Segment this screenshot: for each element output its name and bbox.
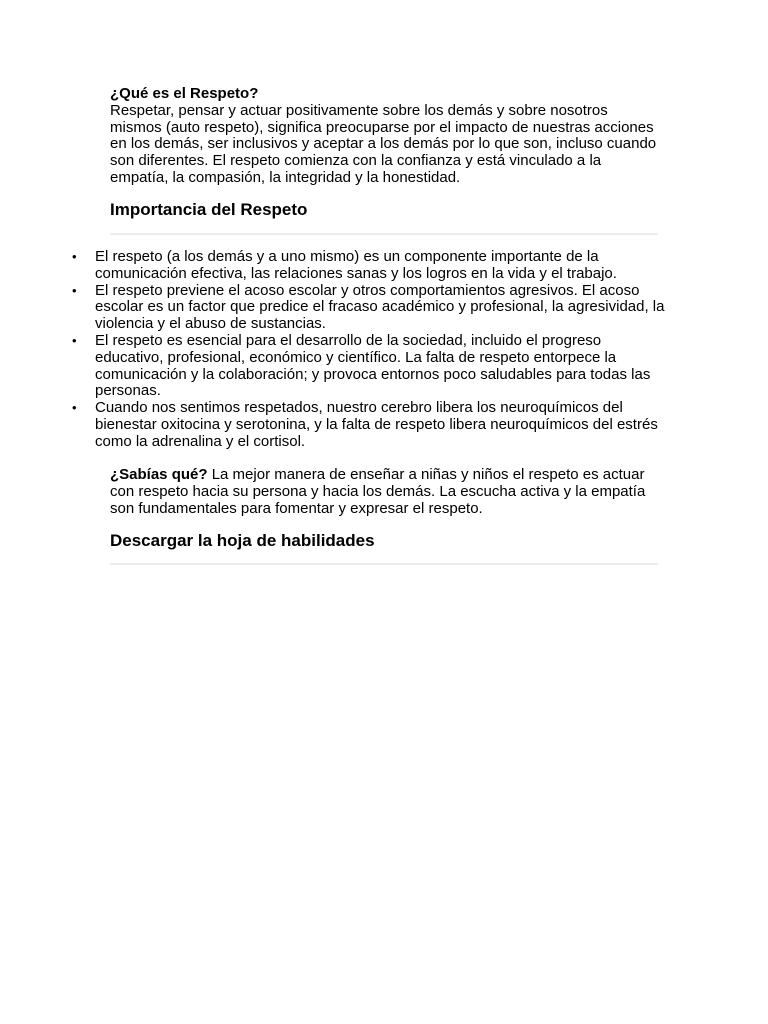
tip-section — [110, 467, 658, 517]
bullet-icon: • — [72, 249, 77, 264]
list-item-text: Cuando nos sentimos respetados, nuestro cerebro libera los neuroquímicos del bienestar oxitocina y serotonina, y la falta de respeto libera neuroquímicos del estrés como la adrenalina y el cortisol. — [95, 399, 658, 450]
list-item-text: El respeto (a los demás y a uno mismo) es un componente importante de la comunicación efectiva, las relaciones sanas y los logros en la vida y el trabajo. — [95, 248, 617, 282]
list-item-text: El respeto previene el acoso escolar y otros comportamientos agresivos. El acoso escolar es un factor que predice el fracaso académico y profesional, la agresividad, la violencia y el abuso de sustancias. — [95, 281, 665, 333]
intro-text: Respetar, pensar y actuar positivamente sobre los demás y sobre nosotros mismos (auto respeto), significa preocuparse por el impacto de nuestras acciones en los demás, ser inclusivos y aceptar a los demás por lo que son, incluso cuando son diferentes. El respeto comienza con la confianza y está vinculado a la empatía, la compasión, la integridad y la honestidad. — [110, 101, 657, 186]
download-divider — [110, 563, 658, 565]
intro-title: ¿Qué es el Respeto? — [110, 85, 259, 102]
list-item-text: El respeto es esencial para el desarrollo de la sociedad, incluido el progreso educativo, profesional, económico y científico. La falta de respeto entorpece la comunicación y la colaboración; y provoca entornos poco saludables para todas las personas. — [95, 331, 651, 400]
list-item — [72, 331, 665, 400]
list-item — [72, 399, 665, 450]
bullet-icon: • — [72, 332, 77, 348]
bullet-icon: • — [72, 282, 77, 298]
importance-list — [72, 248, 665, 451]
list-item — [72, 281, 665, 333]
bullet-icon: • — [72, 400, 77, 416]
intro-section — [110, 86, 658, 187]
importance-divider — [110, 233, 658, 235]
tip-text: La mejor manera de enseñar a niñas y niños el respeto es actuar con respeto hacia su persona y hacia los demás. La escucha activa y la empatía son fundamentales para fomentar y expresar el respeto. — [110, 466, 646, 517]
importance-heading: Importancia del Respeto — [110, 200, 308, 219]
list-item — [72, 248, 665, 283]
tip-label: ¿Sabías qué? — [110, 466, 208, 483]
download-heading: Descargar la hoja de habilidades — [110, 531, 375, 550]
